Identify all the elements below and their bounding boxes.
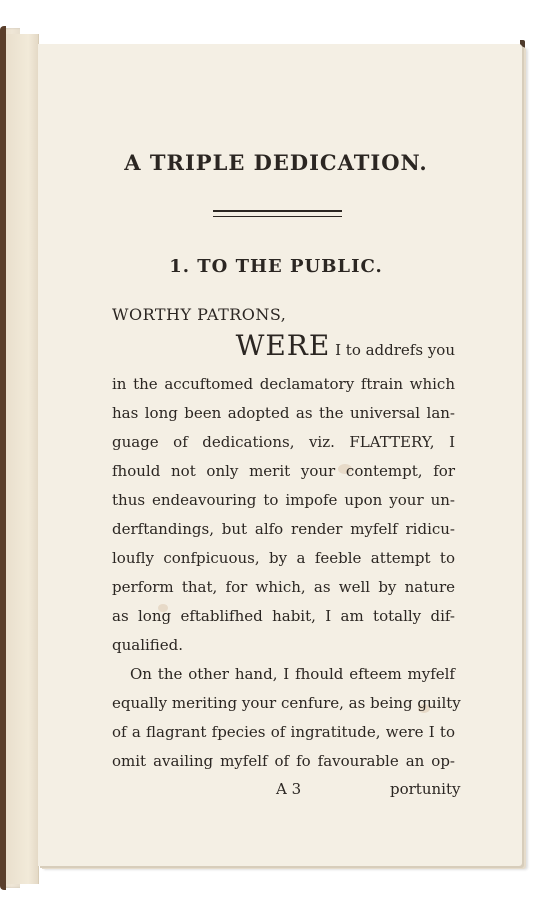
body-line: in the accuftomed declamatory ftrain which: [112, 375, 455, 393]
drop-cap-word: WERE: [235, 329, 331, 362]
body-line: On the other hand, I fhould efteem myfelf: [130, 665, 455, 683]
salutation: WORTHY PATRONS,: [112, 305, 287, 324]
body-line: as long eftablifhed habit, I am totally dif-: [112, 607, 455, 625]
body-line: fhould not only merit your contempt, for: [112, 462, 455, 480]
body-line: guage of dedications, viz. FLATTERY, I: [112, 433, 455, 451]
body-line: [232, 329, 455, 362]
signature-mark: A 3: [276, 780, 302, 798]
body-line: loufly confpicuous, by a feeble attempt to: [112, 549, 455, 567]
title-rule-thin: [213, 216, 342, 217]
body-line: of a flagrant fpecies of ingratitude, were I to: [112, 723, 455, 741]
body-line: omit availing myfelf of fo favourable an op-: [112, 752, 455, 770]
body-line: has long been adopted as the universal lan-: [112, 404, 455, 422]
title-rule-thick: [213, 210, 342, 212]
body-line: qualified.: [112, 636, 184, 654]
catchword: portunity: [390, 780, 461, 798]
body-text: I to addrefs you: [330, 341, 455, 359]
page-title: A TRIPLE DEDICATION.: [124, 150, 428, 175]
section-heading: 1. TO THE PUBLIC.: [169, 256, 383, 277]
body-line: thus endeavouring to impofe upon your un-: [112, 491, 455, 509]
body-line: equally meriting your cenfure, as being guilty: [112, 694, 461, 712]
body-line: derftandings, but alfo render myfelf ridicu-: [112, 520, 455, 538]
body-line: perform that, for which, as well by nature: [112, 578, 455, 596]
